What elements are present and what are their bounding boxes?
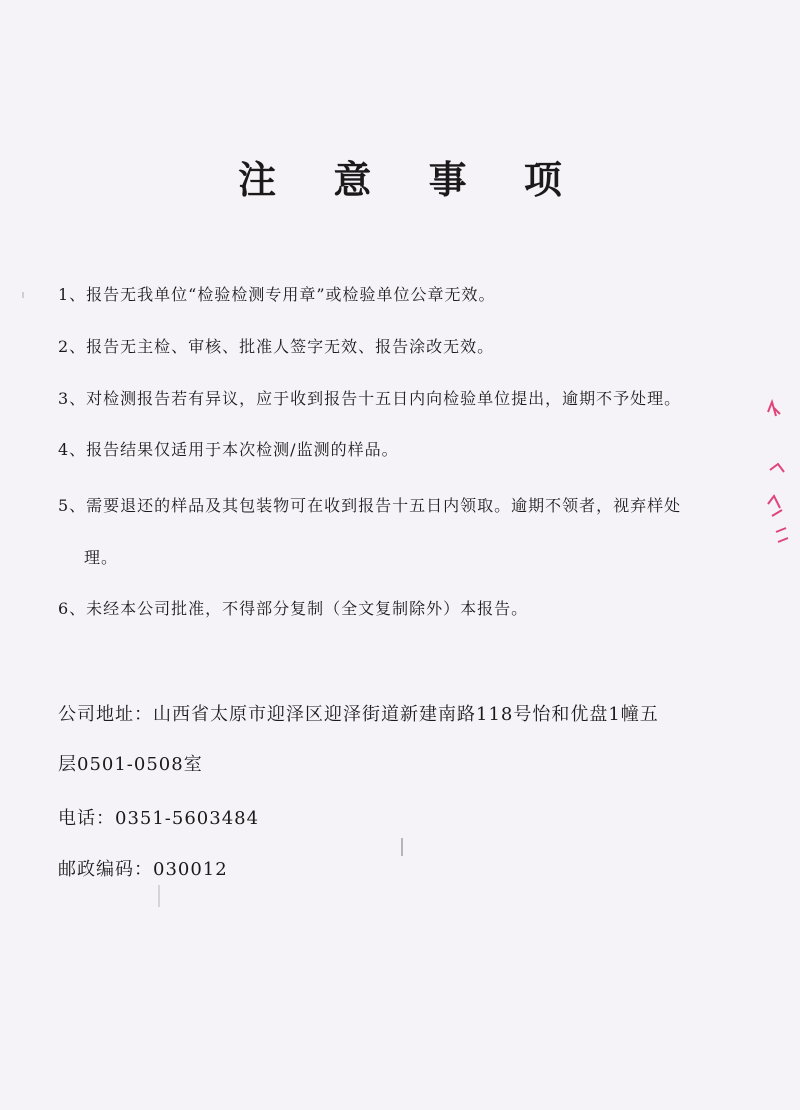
page-title: 注 意 事 项 — [238, 158, 584, 202]
notice-item: 6、未经本公司批准，不得部分复制（全文复制除外）本报告。 — [58, 599, 529, 618]
seal-stamp-edge — [762, 392, 792, 552]
notice-item — [58, 480, 748, 584]
address-line: 公司地址：山西省太原市迎泽区迎泽街道新建南路118号怡和优盘1幢五 — [58, 704, 659, 725]
notice-item-continuation: 理。 — [84, 548, 119, 567]
notice-item: 2、报告无主检、审核、批准人签字无效、报告涂改无效。 — [58, 337, 495, 356]
scan-artifact — [22, 292, 24, 298]
scan-artifact — [158, 885, 160, 907]
notice-item: 4、报告结果仅适用于本次检测/监测的样品。 — [58, 440, 399, 459]
address-line-continuation: 层0501-0508室 — [58, 754, 203, 775]
notice-item: 1、报告无我单位“检验检测专用章”或检验单位公章无效。 — [58, 285, 496, 304]
phone-line: 电话：0351-5603484 — [58, 808, 260, 829]
scan-artifact — [401, 838, 403, 856]
postal-code-line: 邮政编码：030012 — [58, 859, 228, 880]
notice-item-line: 5、需要退还的样品及其包装物可在收到报告十五日内领取。逾期不领者，视弃样处 — [58, 496, 682, 515]
notice-item: 3、对检测报告若有异议，应于收到报告十五日内向检验单位提出，逾期不予处理。 — [58, 389, 682, 408]
